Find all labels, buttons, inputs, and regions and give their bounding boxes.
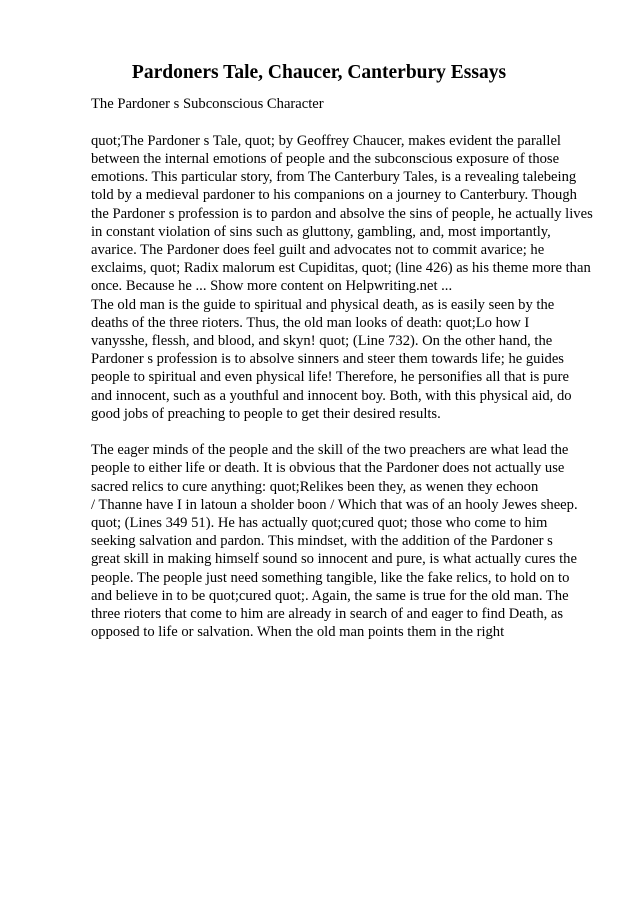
text-line: avarice. The Pardoner does feel guilt and advocates not to commit avarice; he	[91, 242, 545, 259]
text-line: told by a medieval pardoner to his companions on a journey to Canterbury. Though	[91, 187, 577, 204]
text-line: quot;The Pardoner s Tale, quot; by Geoffrey Chaucer, makes evident the parallel	[91, 132, 561, 149]
paragraph-1	[91, 132, 601, 423]
text-line: three rioters that come to him are already in search of and eager to find Death, as	[91, 606, 564, 623]
spacer	[91, 423, 601, 441]
text-line: and innocent, such as a youthful and innocent boy. Both, with this physical aid, do	[91, 387, 572, 404]
document-body	[91, 95, 601, 641]
document-subtitle: The Pardoner s Subconscious Character	[91, 96, 324, 112]
spacer	[91, 113, 601, 132]
text-line: in constant violation of sins such as gluttony, gambling, and, most importantly,	[91, 223, 551, 240]
text-line: emotions. This particular story, from The Canterbury Tales, is a revealing talebeing	[91, 169, 577, 186]
text-line: exclaims, quot; Radix malorum est Cupiditas, quot; (line 426) as his theme more than	[91, 260, 591, 277]
document-title: Pardoners Tale, Chaucer, Canterbury Essays	[131, 62, 507, 83]
text-line: people to either life or death. It is obvious that the Pardoner does not actually use	[91, 460, 565, 477]
text-line: The eager minds of the people and the skill of the two preachers are what lead the	[91, 442, 569, 459]
text-line: opposed to life or salvation. When the old man points them in the right	[91, 624, 505, 641]
text-line: sacred relics to cure anything: quot;Relikes been they, as wenen they echoon	[91, 478, 539, 495]
text-line: seeking salvation and pardon. This mindset, with the addition of the Pardoner s	[91, 533, 553, 550]
text-line: people to spiritual and even physical life! Therefore, he personifies all that is pure	[91, 369, 569, 386]
text-line: and believe in to be quot;cured quot;. Again, the same is true for the old man. The	[91, 587, 569, 604]
text-line: good jobs of preaching to people to get their desired results.	[91, 405, 441, 422]
text-line: Pardoner s profession is to absolve sinners and steer them towards life; he guides	[91, 351, 564, 368]
text-line: people. The people just need something tangible, like the fake relics, to hold on to	[91, 569, 570, 586]
text-line: great skill in making himself sound so innocent and pure, is what actually cures the	[91, 551, 577, 568]
text-line: between the internal emotions of people and the subconscious exposure of those	[91, 151, 560, 167]
text-line: vanysshe, flessh, and blood, and skyn! quot; (Line 732). On the other hand, the	[91, 333, 553, 350]
text-line: once. Because he ... Show more content on Helpwriting.net ...	[91, 278, 453, 295]
text-line: / Thanne have I in latoun a sholder boon / Which that was of an hooly Jewes sheep.	[91, 496, 578, 513]
text-line: The old man is the guide to spiritual and physical death, as is easily seen by the	[91, 296, 555, 313]
paragraph-2	[91, 441, 601, 641]
text-line: the Pardoner s profession is to pardon and absolve the sins of people, he actually lives	[91, 205, 593, 222]
text-line: quot; (Lines 349 51). He has actually quot;cured quot; those who come to him	[91, 515, 548, 532]
text-line: deaths of the three rioters. Thus, the old man looks of death: quot;Lo how I	[91, 314, 530, 331]
